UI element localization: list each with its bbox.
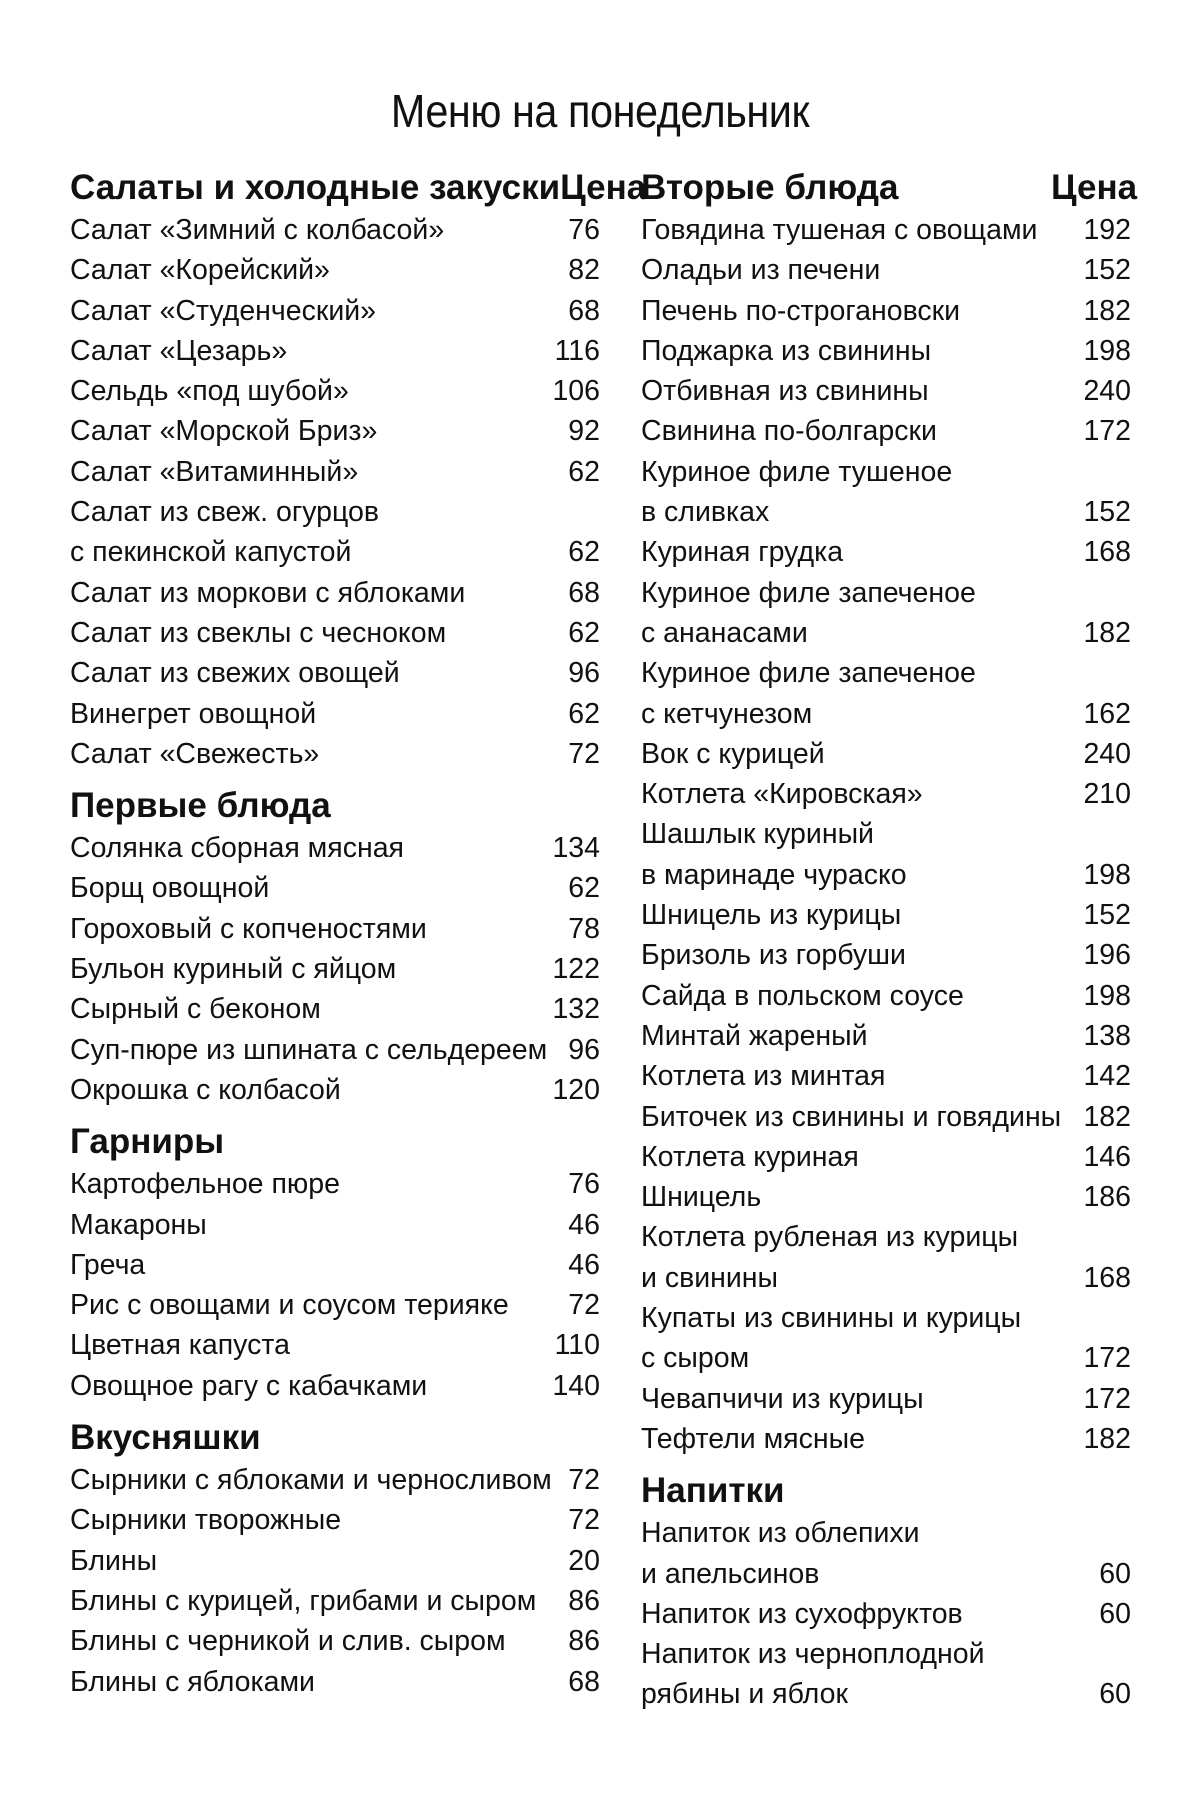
dish-price: 198: [1083, 858, 1131, 891]
menu-item: [70, 1541, 600, 1581]
menu-item: [70, 613, 600, 653]
menu-item-line: [70, 1581, 600, 1621]
dish-name: Шницель из курицы: [641, 899, 902, 932]
dish-price: 62: [568, 616, 600, 649]
dish-name: Салат из свежих овощей: [70, 657, 400, 690]
dish-name: Вок с курицей: [641, 737, 825, 770]
dish-name: Салат «Цезарь»: [70, 334, 288, 367]
dish-name: с ананасами: [641, 616, 808, 649]
dish-price: 152: [1083, 899, 1131, 932]
menu-item: [70, 291, 600, 331]
dish-price: 72: [568, 1289, 600, 1322]
dish-name: Салат «Зимний с колбасой»: [70, 214, 445, 246]
dish-name: Свинина по-болгарски: [641, 415, 937, 448]
dish-name: Бульон куриный с яйцом: [70, 953, 397, 986]
dish-name: и апельсинов: [641, 1557, 820, 1590]
menu-item: [70, 331, 600, 371]
dish-name: и свинины: [641, 1261, 779, 1294]
dish-name: Напиток из облепихи: [641, 1517, 920, 1550]
dish-price: 168: [1083, 1261, 1131, 1294]
menu-item: [70, 868, 600, 908]
dish-price: 146: [1083, 1140, 1131, 1173]
dish-name: в маринаде чураско: [641, 858, 907, 891]
dish-name: Салат из свеклы с чесноком: [70, 616, 447, 649]
dish-price: 196: [1083, 939, 1131, 972]
section-title: Первые блюда: [70, 786, 331, 826]
menu-item-line: [70, 411, 600, 451]
dish-name: Напиток из черноплодной: [641, 1638, 985, 1671]
dish-name: с пекинской капустой: [70, 536, 352, 569]
menu-item: [641, 291, 1131, 331]
menu-item-line: [70, 653, 600, 693]
menu-item: [641, 1298, 1131, 1379]
menu-item-line: [641, 452, 1131, 492]
menu-item: [641, 1379, 1131, 1419]
price-column-header: Цена: [560, 168, 647, 207]
menu-item-line: [70, 1662, 600, 1702]
dish-price: 92: [568, 415, 600, 448]
menu-item-line: [641, 1298, 1131, 1338]
menu-item: [70, 1581, 600, 1621]
menu-item: [70, 371, 600, 411]
dish-price: 120: [552, 1073, 600, 1106]
menu-item-line: [641, 331, 1131, 371]
dish-name: Гороховый с копченостями: [70, 912, 427, 945]
dish-price: 198: [1083, 979, 1131, 1012]
dish-name: Салат из моркови с яблоками: [70, 576, 466, 609]
dish-name: Котлета рубленая из курицы: [641, 1221, 1019, 1254]
dish-name: Салат из свеж. огурцов: [70, 496, 380, 529]
menu-item: [641, 1419, 1131, 1459]
dish-name: Салат «Корейский»: [70, 254, 330, 287]
dish-name: Салат «Морской Бриз»: [70, 415, 378, 448]
dish-name: Котлета куриная: [641, 1140, 859, 1173]
dish-name: Рис с овощами и соусом терияке: [70, 1289, 509, 1322]
menu-item-line: [70, 1205, 600, 1245]
dish-price: 76: [568, 1168, 600, 1201]
dish-price: 46: [568, 1208, 600, 1241]
dish-name: Греча: [70, 1248, 146, 1281]
dish-price: 210: [1083, 778, 1131, 811]
menu-item: [70, 1164, 600, 1204]
dish-name: Сайда в польском соусе: [641, 979, 964, 1012]
menu-item-line: [641, 210, 1131, 250]
dish-name: Суп-пюре из шпината с сельдереем: [70, 1033, 548, 1066]
section-header: [70, 1120, 600, 1164]
page-title: Меню на понедельник: [390, 85, 810, 137]
menu-item-line: [70, 210, 600, 250]
dish-price: 62: [568, 536, 600, 569]
menu-item-line: [70, 1030, 600, 1070]
menu-item-line: [641, 1137, 1131, 1177]
menu-item: [70, 909, 600, 949]
menu-item: [70, 1245, 600, 1285]
dish-name: Куриное филе запеченое: [641, 657, 976, 690]
menu-item: [641, 250, 1131, 290]
menu-item: [70, 1070, 600, 1110]
dish-price: 72: [568, 1504, 600, 1537]
dish-price: 192: [1083, 214, 1131, 246]
menu-item-line: [70, 1070, 600, 1110]
menu-item: [70, 828, 600, 868]
menu-item-line: [641, 371, 1131, 411]
dish-price: 106: [552, 375, 600, 408]
dish-name: Куриное филе тушеное: [641, 455, 953, 488]
menu-item-line: [70, 532, 600, 572]
dish-name: Салат «Свежесть»: [70, 737, 320, 770]
menu-item-line: [70, 452, 600, 492]
dish-price: 152: [1083, 496, 1131, 529]
menu-item-line: [70, 1541, 600, 1581]
dish-name: Блины с курицей, грибами и сыром: [70, 1584, 537, 1617]
menu-item-line: [641, 895, 1131, 935]
dish-price: 72: [568, 737, 600, 770]
menu-item: [70, 1621, 600, 1661]
menu-item: [641, 452, 1131, 533]
dish-price: 68: [568, 1665, 600, 1698]
menu-item: [70, 694, 600, 734]
dish-price: 82: [568, 254, 600, 287]
dish-price: 152: [1083, 254, 1131, 287]
dish-name: Куриное филе запеченое: [641, 576, 976, 609]
menu-item-line: [641, 1634, 1131, 1674]
menu-item-line: [70, 694, 600, 734]
dish-name: Минтай жареный: [641, 1019, 868, 1052]
dish-price: 62: [568, 697, 600, 730]
section-title: Напитки: [641, 1471, 785, 1511]
menu-item: [641, 774, 1131, 814]
dish-name: Блины с яблоками: [70, 1665, 315, 1698]
dish-price: 20: [568, 1544, 600, 1577]
dish-price: 172: [1083, 415, 1131, 448]
dish-price: 86: [568, 1584, 600, 1617]
dish-name: Сырный с беконом: [70, 993, 321, 1026]
dish-price: 46: [568, 1248, 600, 1281]
menu-item-line: [641, 1217, 1131, 1257]
dish-price: 186: [1083, 1181, 1131, 1214]
menu-item: [70, 1205, 600, 1245]
dish-name: Блины: [70, 1544, 158, 1577]
dish-name: Солянка сборная мясная: [70, 832, 404, 865]
menu-item-line: [641, 976, 1131, 1016]
menu-item: [70, 452, 600, 492]
menu-item: [641, 411, 1131, 451]
menu-item-line: [641, 411, 1131, 451]
dish-name: Сырники творожные: [70, 1504, 342, 1537]
dish-price: 140: [552, 1369, 600, 1402]
menu-section: [70, 166, 647, 774]
dish-name: Шницель: [641, 1181, 762, 1214]
section-header: [641, 1469, 1131, 1513]
menu-item: [641, 371, 1131, 411]
menu-section: [70, 1120, 600, 1406]
menu-item: [641, 1137, 1131, 1177]
dish-name: Биточек из свинины и говядины: [641, 1100, 1062, 1133]
menu-item-line: [641, 855, 1131, 895]
menu-item-line: [641, 1016, 1131, 1056]
section-header: [70, 784, 600, 828]
menu-item: [70, 1030, 600, 1070]
menu-item: [641, 814, 1131, 895]
dish-name: Чевапчичи из курицы: [641, 1382, 924, 1415]
section-title: Вкусняшки: [70, 1418, 261, 1458]
menu-item: [70, 989, 600, 1029]
menu-item: [641, 1016, 1131, 1056]
menu-item: [641, 573, 1131, 654]
menu-item: [70, 1366, 600, 1406]
dish-name: Куриная грудка: [641, 536, 844, 569]
menu-item-line: [70, 250, 600, 290]
dish-price: 182: [1083, 294, 1131, 327]
menu-item-line: [70, 868, 600, 908]
menu-item: [70, 653, 600, 693]
menu-item: [641, 331, 1131, 371]
dish-name: Борщ овощной: [70, 872, 270, 905]
dish-price: 182: [1083, 1100, 1131, 1133]
menu-item-line: [641, 1338, 1131, 1378]
menu-item: [70, 1285, 600, 1325]
menu-item-line: [641, 1097, 1131, 1137]
menu-item-line: [641, 532, 1131, 572]
dish-name: Винегрет овощной: [70, 697, 317, 730]
menu-item: [641, 1217, 1131, 1298]
section-header: [641, 166, 1138, 210]
menu-item-line: [70, 1164, 600, 1204]
menu-item: [641, 1513, 1131, 1594]
menu-item-line: [70, 371, 600, 411]
menu-item-line: [641, 734, 1131, 774]
menu-item-line: [70, 828, 600, 868]
menu-item: [641, 1594, 1131, 1634]
dish-name: Котлета из минтая: [641, 1060, 886, 1093]
menu-item-line: [641, 935, 1131, 975]
dish-name: Оладьи из печени: [641, 254, 881, 287]
dish-price: 168: [1083, 536, 1131, 569]
dish-price: 198: [1083, 334, 1131, 367]
dish-price: 240: [1083, 737, 1131, 770]
dish-price: 142: [1083, 1060, 1131, 1093]
dish-name: Котлета «Кировская»: [641, 778, 923, 811]
menu-item-line: [641, 694, 1131, 734]
price-column-header: Цена: [1051, 168, 1138, 207]
dish-name: Овощное рагу с кабачками: [70, 1369, 428, 1402]
menu-item-line: [641, 1056, 1131, 1096]
dish-price: 182: [1083, 1422, 1131, 1455]
menu-item-line: [641, 250, 1131, 290]
dish-price: 138: [1083, 1019, 1131, 1052]
dish-price: 172: [1083, 1342, 1131, 1375]
menu-item: [641, 1097, 1131, 1137]
dish-name: Блины с черникой и слив. сыром: [70, 1625, 506, 1658]
dish-price: 86: [568, 1625, 600, 1658]
menu-item-line: [70, 949, 600, 989]
menu-item-line: [641, 573, 1131, 613]
menu-item-line: [641, 1554, 1131, 1594]
dish-price: 76: [568, 214, 600, 246]
menu-item-line: [70, 573, 600, 613]
menu-item: [70, 250, 600, 290]
menu-section: [70, 784, 600, 1110]
menu-item: [641, 976, 1131, 1016]
menu-item-line: [641, 291, 1131, 331]
menu-item-line: [641, 814, 1131, 854]
dish-name: Окрошка с колбасой: [70, 1073, 341, 1106]
menu-item-line: [70, 331, 600, 371]
dish-name: Шашлык куриный: [641, 818, 874, 851]
dish-name: с кетчунезом: [641, 697, 813, 730]
dish-price: 134: [552, 832, 600, 865]
menu-item-line: [70, 734, 600, 774]
dish-name: Картофельное пюре: [70, 1168, 340, 1201]
menu-item: [641, 1056, 1131, 1096]
menu-item: [641, 653, 1131, 734]
menu-item-line: [641, 1419, 1131, 1459]
menu-item-line: [641, 1258, 1131, 1298]
menu-item-line: [641, 1513, 1131, 1553]
menu-item: [641, 935, 1131, 975]
dish-price: 60: [1099, 1678, 1131, 1711]
dish-name: Купаты из свинины и курицы: [641, 1302, 1022, 1335]
dish-name: Макароны: [70, 1208, 207, 1241]
menu-item: [70, 1662, 600, 1702]
menu-item-line: [70, 613, 600, 653]
menu-item: [641, 1634, 1131, 1715]
dish-price: 60: [1099, 1597, 1131, 1630]
menu-item-line: [70, 291, 600, 331]
section-title: Салаты и холодные закуски: [70, 168, 561, 207]
menu-item: [641, 734, 1131, 774]
section-header: [70, 1416, 600, 1460]
menu-item: [70, 949, 600, 989]
menu-item-line: [641, 653, 1131, 693]
dish-name: Сырники с яблоками и черносливом: [70, 1464, 552, 1497]
menu-item-line: [70, 492, 600, 532]
menu-item: [641, 1177, 1131, 1217]
menu-item-line: [70, 1460, 600, 1500]
menu-item: [70, 1460, 600, 1500]
dish-price: 62: [568, 872, 600, 905]
menu-item: [641, 532, 1131, 572]
menu-item-line: [641, 492, 1131, 532]
menu-item-line: [70, 1325, 600, 1365]
dish-price: 182: [1083, 616, 1131, 649]
menu-item-line: [641, 1674, 1131, 1714]
menu-item: [70, 734, 600, 774]
menu-item-line: [70, 1245, 600, 1285]
menu-item-line: [70, 1366, 600, 1406]
menu-item-line: [641, 1177, 1131, 1217]
dish-price: 72: [568, 1464, 600, 1497]
dish-price: 78: [568, 912, 600, 945]
section-title: Вторые блюда: [641, 168, 899, 207]
menu-column-left: [70, 166, 647, 1702]
dish-name: в сливках: [641, 496, 770, 529]
menu-item: [641, 210, 1131, 250]
dish-name: Печень по-строгановски: [641, 294, 961, 327]
menu-item-line: [70, 989, 600, 1029]
menu-item: [70, 1325, 600, 1365]
menu-item-line: [70, 1621, 600, 1661]
dish-name: Отбивная из свинины: [641, 375, 929, 408]
section-header: [70, 166, 647, 210]
dish-price: 96: [568, 657, 600, 690]
menu-item-line: [641, 1379, 1131, 1419]
dish-price: 116: [554, 334, 600, 367]
menu-item: [70, 492, 600, 573]
menu-item: [70, 573, 600, 613]
menu-section: [70, 1416, 600, 1702]
dish-price: 240: [1083, 375, 1131, 408]
menu-item-line: [641, 1594, 1131, 1634]
dish-name: Бризоль из горбуши: [641, 939, 906, 972]
menu-item-line: [641, 613, 1131, 653]
dish-price: 122: [552, 953, 600, 986]
menu-item-line: [70, 909, 600, 949]
dish-name: Сельдь «под шубой»: [70, 375, 349, 408]
menu-item-line: [70, 1285, 600, 1325]
dish-price: 62: [568, 455, 600, 488]
dish-name: Говядина тушеная с овощами: [641, 214, 1038, 246]
menu-item: [70, 210, 600, 250]
dish-name: рябины и яблок: [641, 1678, 848, 1711]
menu-item-line: [70, 1500, 600, 1540]
menu-column-right: [641, 166, 1138, 1715]
dish-price: 68: [568, 294, 600, 327]
dish-price: 132: [552, 993, 600, 1026]
dish-price: 110: [554, 1329, 600, 1362]
dish-price: 60: [1099, 1557, 1131, 1590]
dish-name: с сыром: [641, 1342, 750, 1375]
dish-name: Цветная капуста: [70, 1329, 290, 1362]
dish-price: 172: [1083, 1382, 1131, 1415]
menu-item: [641, 895, 1131, 935]
menu-item: [70, 1500, 600, 1540]
dish-price: 162: [1083, 697, 1131, 730]
menu-section: [641, 1469, 1131, 1714]
menu-section: [641, 166, 1138, 1459]
dish-name: Салат «Витаминный»: [70, 455, 359, 488]
dish-name: Тефтели мясные: [641, 1422, 865, 1455]
dish-name: Поджарка из свинины: [641, 334, 932, 367]
dish-price: 68: [568, 576, 600, 609]
dish-name: Салат «Студенческий»: [70, 294, 377, 327]
menu-item-line: [641, 774, 1131, 814]
menu-item: [70, 411, 600, 451]
dish-price: 96: [568, 1033, 600, 1066]
section-title: Гарниры: [70, 1122, 225, 1162]
dish-name: Напиток из сухофруктов: [641, 1597, 963, 1630]
